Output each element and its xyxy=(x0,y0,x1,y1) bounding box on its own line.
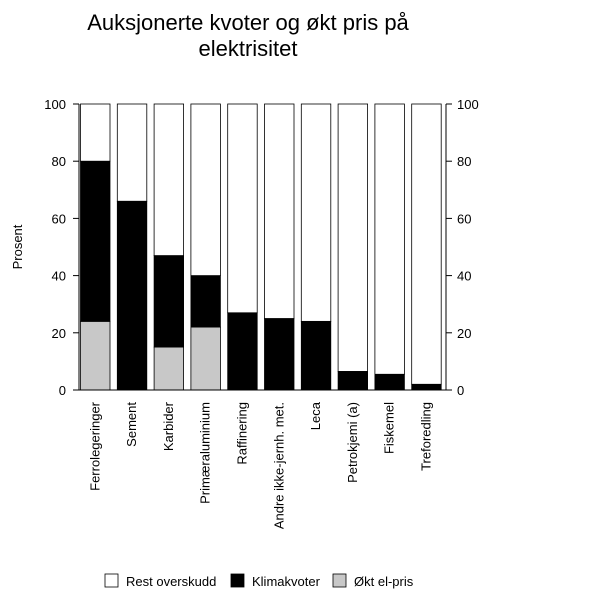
bar-segment-rest-9 xyxy=(412,104,442,384)
y-tick-label-left: 0 xyxy=(58,383,66,398)
legend-swatch-0 xyxy=(105,574,118,587)
category-label: Andre ikke-jernh. met. xyxy=(271,402,287,530)
bar-segment-rest-0 xyxy=(81,104,111,161)
y-tick-label-right: 60 xyxy=(457,211,472,227)
category-label: Fiskemel xyxy=(381,402,397,455)
bar-segment-rest-4 xyxy=(228,104,258,313)
legend xyxy=(105,574,414,589)
bar-segment-rest-5 xyxy=(265,104,295,319)
legend-swatch-1 xyxy=(231,574,244,587)
y-tick-label-left: 100 xyxy=(44,97,66,112)
bar-segment-rest-1 xyxy=(117,104,147,201)
bar-segment-el-pris-3 xyxy=(191,327,221,390)
bar-segment-klimakvoter-4 xyxy=(228,313,258,390)
y-tick-label-right: 40 xyxy=(457,268,472,284)
chart-title-line-2: elektrisitet xyxy=(198,36,298,61)
y-axis-label: Prosent xyxy=(10,224,25,270)
y-tick-label-left: 60 xyxy=(51,211,66,227)
bar-segment-rest-3 xyxy=(191,104,221,276)
bar-segment-rest-2 xyxy=(154,104,184,256)
y-tick-label-right: 80 xyxy=(457,154,472,170)
bar-segment-klimakvoter-0 xyxy=(81,161,111,321)
y-tick-label-left: 40 xyxy=(51,268,66,284)
bar-segment-klimakvoter-3 xyxy=(191,276,221,327)
y-tick-label-right: 100 xyxy=(457,97,479,112)
bar-segment-klimakvoter-8 xyxy=(375,374,405,390)
plot-area xyxy=(44,97,478,529)
bar-segment-klimakvoter-6 xyxy=(301,321,331,390)
y-tick-label-left: 80 xyxy=(51,154,66,170)
legend-label-2: Økt el-pris xyxy=(354,574,414,589)
bar-segment-klimakvoter-7 xyxy=(338,371,368,390)
category-label: Leca xyxy=(308,402,324,431)
category-label: Raffinering xyxy=(234,402,250,465)
category-label: Petrokjemi (a) xyxy=(344,402,360,483)
category-label: Ferrolegeringer xyxy=(87,402,103,491)
bar-segment-rest-8 xyxy=(375,104,405,374)
y-tick-label-right: 0 xyxy=(457,383,465,398)
bar-segment-klimakvoter-1 xyxy=(117,201,147,390)
chart-title xyxy=(87,10,409,61)
category-label: Treforedling xyxy=(418,402,434,471)
legend-label-1: Klimakvoter xyxy=(252,574,320,589)
category-label: Karbider xyxy=(160,402,176,452)
category-label: Sement xyxy=(124,402,140,447)
legend-label-0: Rest overskudd xyxy=(126,574,217,589)
legend-swatch-2 xyxy=(333,574,346,587)
bar-segment-el-pris-2 xyxy=(154,347,184,390)
bar-segment-rest-7 xyxy=(338,104,368,371)
bar-segment-el-pris-0 xyxy=(81,321,111,390)
y-tick-label-right: 20 xyxy=(457,325,472,341)
bar-segment-klimakvoter-9 xyxy=(412,384,442,390)
bar-segment-klimakvoter-2 xyxy=(154,256,184,348)
category-label: Primæraluminium xyxy=(197,402,213,504)
bar-segment-rest-6 xyxy=(301,104,331,321)
chart-title-line-1: Auksjonerte kvoter og økt pris på xyxy=(87,10,409,35)
bar-segment-klimakvoter-5 xyxy=(265,319,295,391)
y-tick-label-left: 20 xyxy=(51,325,66,341)
